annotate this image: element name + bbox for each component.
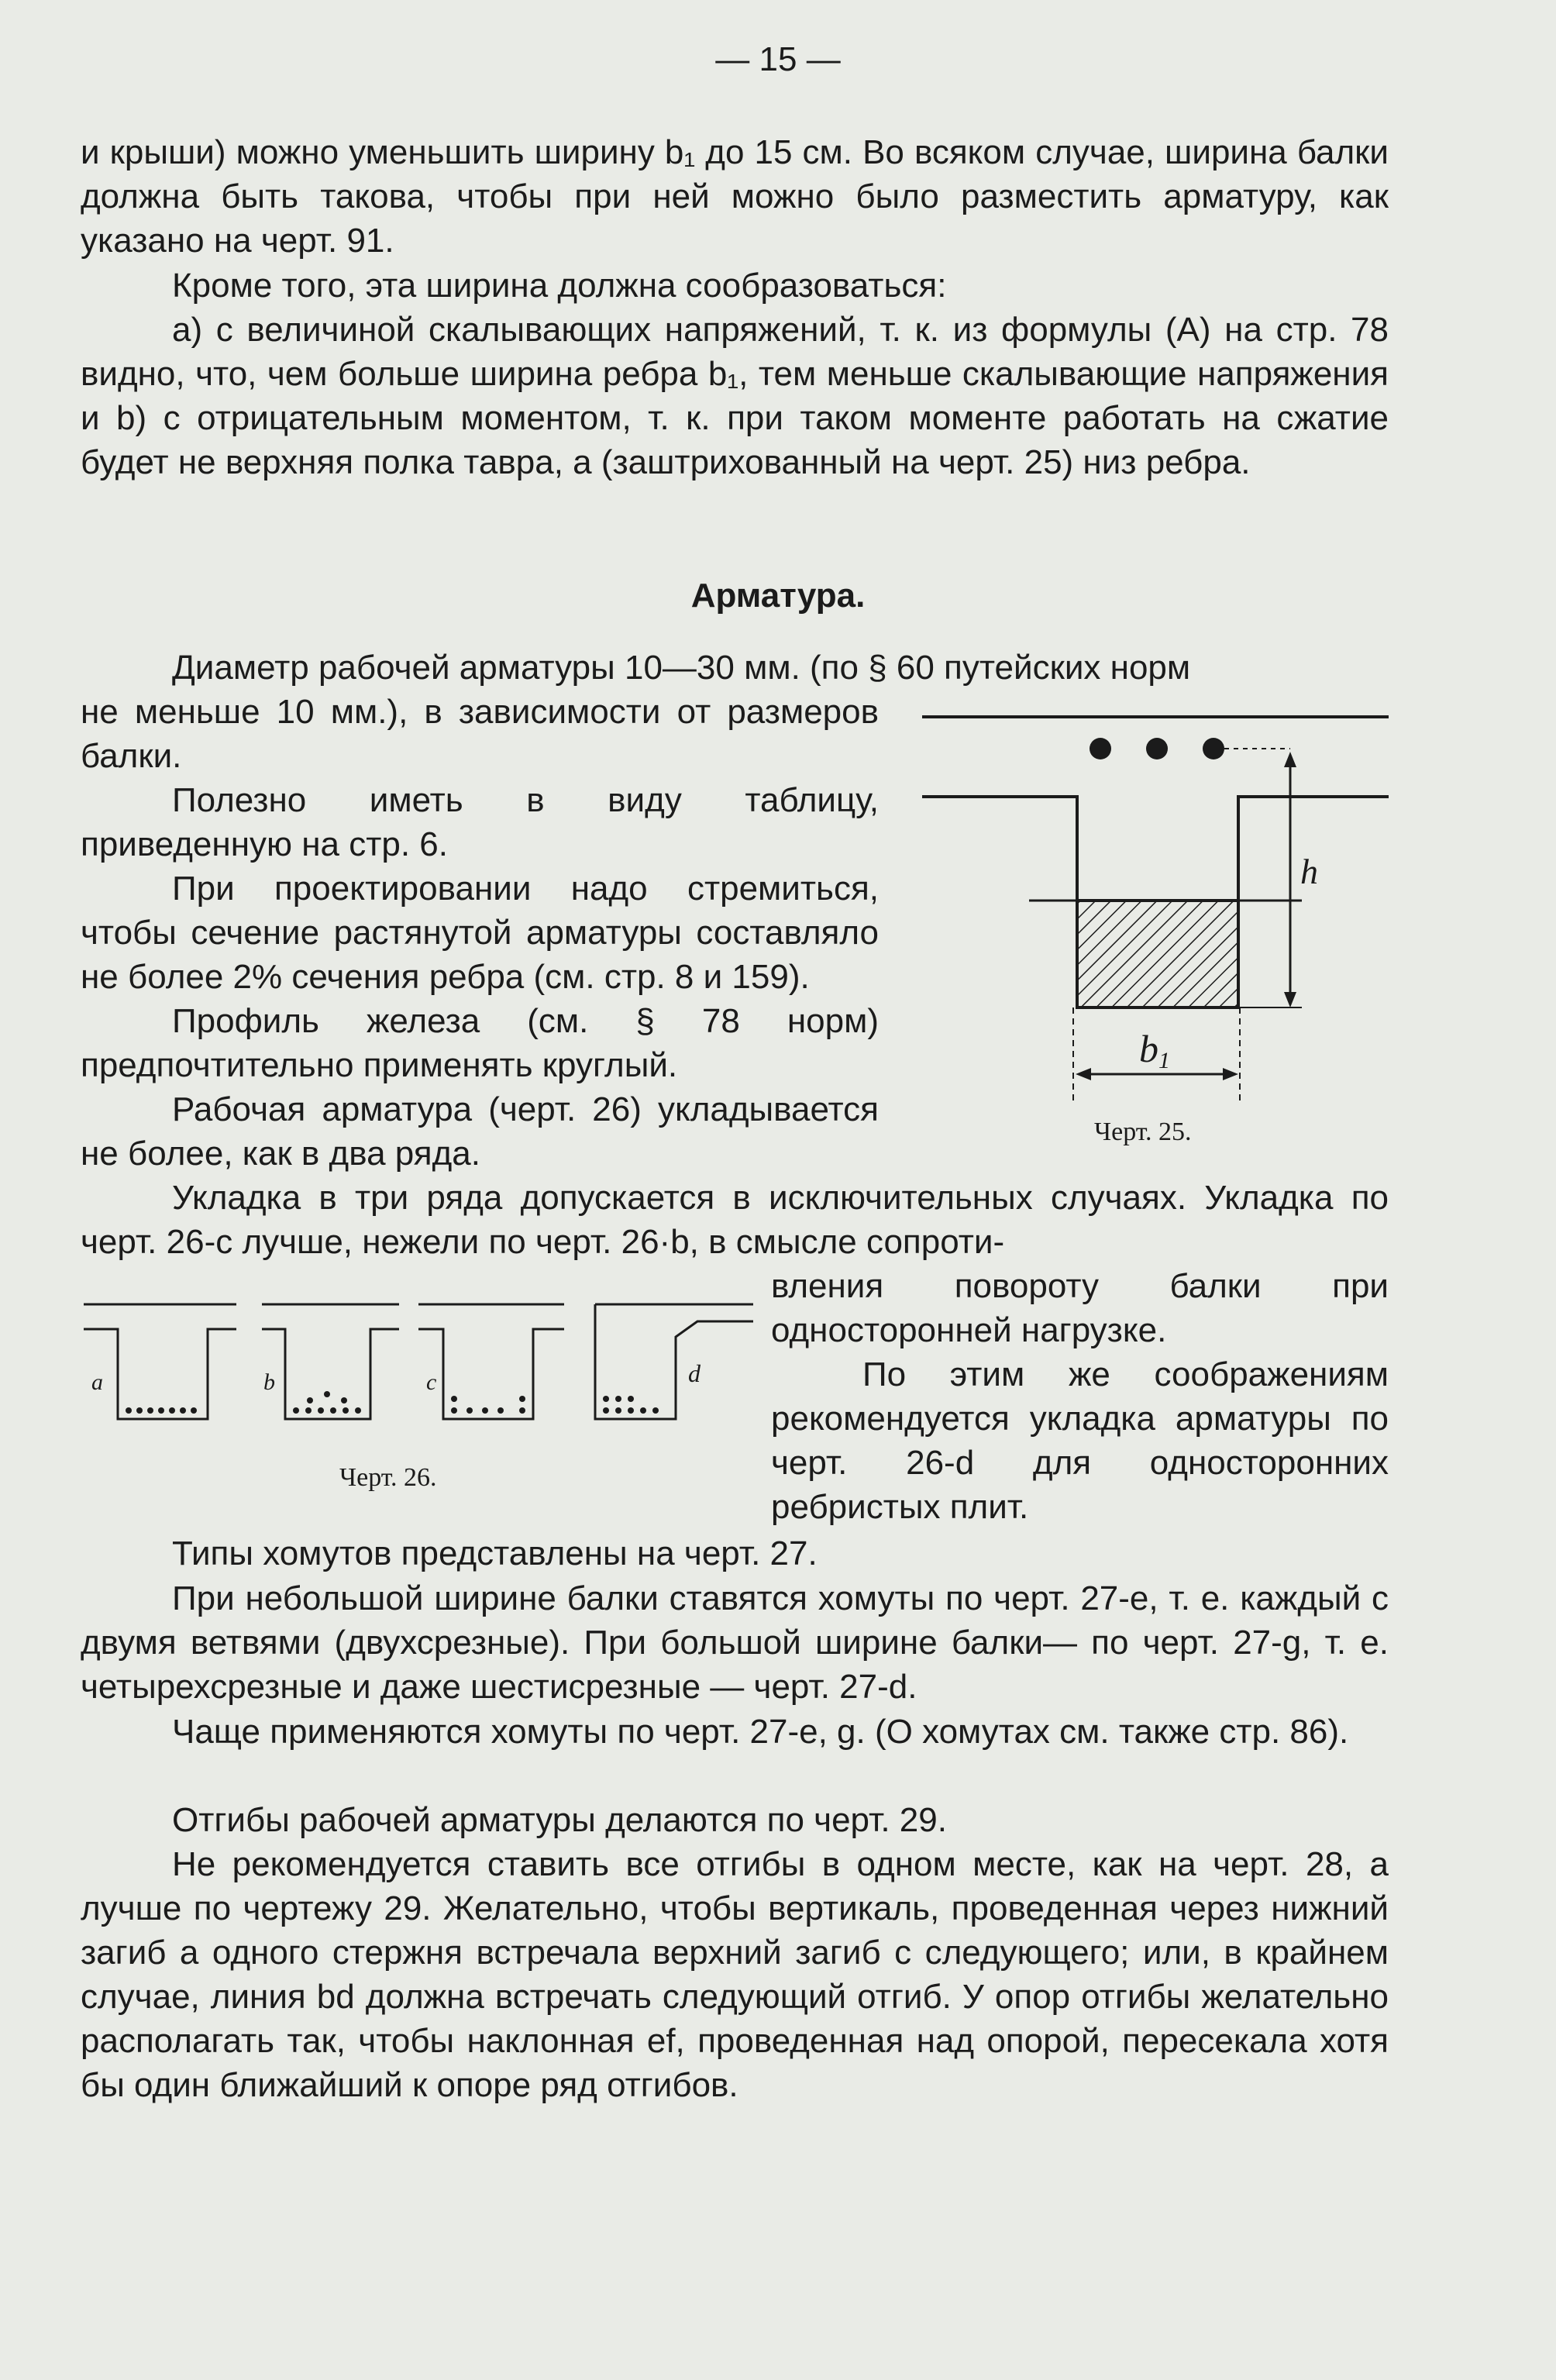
paragraph: вления повороту балки при односторонней нагрузке. xyxy=(771,1267,1389,1349)
rebar-dot xyxy=(1090,738,1111,759)
rebar-dot xyxy=(1146,738,1168,759)
figure-25 xyxy=(914,697,1410,1116)
paragraph: Чаще применяются хомуты по черт. 27-e, g. (О хомутах см. также стр. 86). xyxy=(172,1713,1349,1751)
arrow-icon xyxy=(1284,752,1296,767)
paragraph: Рабочая арматура (черт. 26) укладывается не более, как в два ряда. xyxy=(81,1090,879,1173)
paragraph: Отгибы рабочей арматуры делаются по черт. 29. xyxy=(172,1801,947,1839)
rebar-dot xyxy=(1203,738,1224,759)
arrow-icon xyxy=(1284,992,1296,1007)
paragraph: Типы хомутов представлены на черт. 27. xyxy=(172,1534,818,1572)
label-b: b xyxy=(263,1369,275,1395)
label-b1: b1 xyxy=(1139,1027,1170,1073)
paragraph: a) с величиной скалывающих напряжений, т. к. из формулы (A) на стр. 78 видно, что, чем больше ширина ребра b₁, тем меньше скалывающие напряжения и b) с отрицательным моментом, т. к. при таком моменте работать на сжатие будет не верхняя полка тавра, а (заштрихованный на черт. 25) низ ребра. xyxy=(81,311,1389,481)
paragraph: Укладка в три ряда допускается в исключительных случаях. Укладка по черт. 26-c лучше, нежели по черт. 26·b, в смысле сопроти- xyxy=(81,1179,1389,1261)
paragraph: не меньше 10 мм.), в зависимости от размеров балки. xyxy=(81,693,879,775)
page-number: — 15 — xyxy=(715,40,841,78)
paragraph: Диаметр рабочей арматуры 10—30 мм. (по § 60 путейских норм xyxy=(172,649,1191,687)
paragraph: По этим же соображениям рекомендуется укладка арматуры по черт. 26-d для односторонних ребристых плит. xyxy=(771,1355,1389,1526)
label-d: d xyxy=(688,1359,701,1387)
section-heading: Арматура. xyxy=(690,577,866,615)
web-right-outline xyxy=(1238,797,1389,1007)
paragraph: и крыши) можно уменьшить ширину b₁ до 15 см. Во всяком случае, ширина балки должна быть такова, чтобы при ней можно было разместить арматуру, как указано на черт. 91. xyxy=(81,133,1389,260)
figure-26 xyxy=(77,1290,759,1430)
web-left-outline xyxy=(922,797,1077,1007)
arrow-icon xyxy=(1223,1068,1238,1080)
arrow-icon xyxy=(1076,1068,1091,1080)
label-h: h xyxy=(1300,852,1318,891)
label-c: c xyxy=(426,1369,437,1395)
compression-zone xyxy=(1077,901,1238,1007)
figure-25-caption: Черт. 25. xyxy=(1094,1118,1192,1146)
paragraph: Кроме того, эта ширина должна сообразоваться: xyxy=(172,267,947,305)
paragraph: Полезно иметь в виду таблицу, приведенную на стр. 6. xyxy=(81,781,879,863)
paragraph: При проектировании надо стремиться, чтобы сечение растянутой арматуры составляло не более 2% сечения ребра (см. стр. 8 и 159). xyxy=(81,870,879,996)
paragraph: При небольшой ширине балки ставятся хомуты по черт. 27-e, т. е. каждый с двумя ветвями (двухсрезные). При большой ширине балки— по черт. 27-g, т. е. четырехсрезные и даже шестисрезные — черт. 27-d. xyxy=(81,1579,1389,1706)
label-a: a xyxy=(91,1369,103,1395)
figure-26-caption: Черт. 26. xyxy=(339,1463,437,1492)
paragraph: Не рекомендуется ставить все отгибы в одном месте, как на черт. 28, а лучше по чертежу 29. Желательно, чтобы вертикаль, проведенная через нижний загиб a одного стержня встречала верхний загиб c следующего; или, в крайнем случае, линия bd должна встречать следующий отгиб. У опор отгибы желательно располагать так, чтобы наклонная ef, проведенная над опорой, пересекала хотя бы один ближайший к опоре ряд отгибов. xyxy=(81,1845,1389,2104)
paragraph: Профиль железа (см. § 78 норм) предпочтительно применять круглый. xyxy=(81,1002,879,1084)
